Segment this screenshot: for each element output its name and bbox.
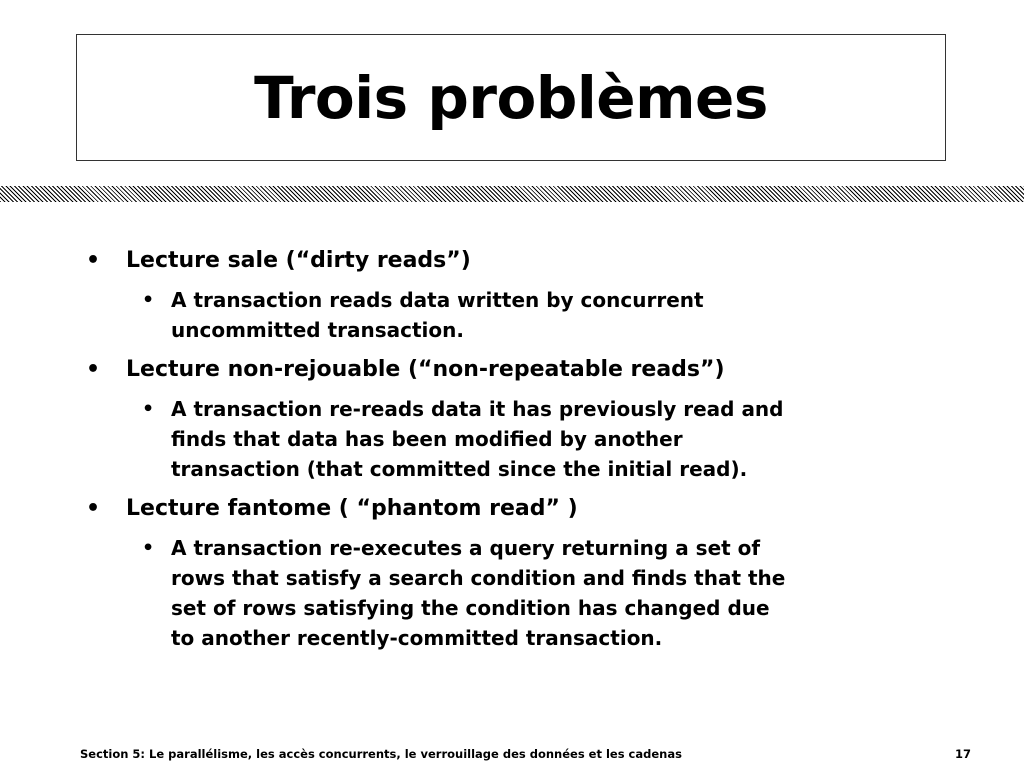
detail-line: set of rows satisfying the condition has changed due xyxy=(171,596,770,620)
detail-line: finds that data has been modified by another xyxy=(171,427,683,451)
detail-line: A transaction re-reads data it has previously read and xyxy=(171,397,784,421)
bullet-heading-dirty-reads: Lecture sale (“dirty reads”) xyxy=(126,248,471,273)
footer-section-title: Section 5: Le parallélisme, les accès concurrents, le verrouillage des données et les cadenas xyxy=(80,747,682,761)
bullet-dot: • xyxy=(86,357,101,382)
detail-non-repeatable-reads xyxy=(171,394,961,484)
detail-line: A transaction reads data written by concurrent xyxy=(171,288,704,312)
bullet-dot: • xyxy=(86,248,101,273)
detail-line: rows that satisfy a search condition and finds that the xyxy=(171,566,786,590)
sub-bullet-dot: • xyxy=(142,537,155,559)
slide-title: Trois problèmes xyxy=(254,63,768,132)
bullet-heading-phantom-read: Lecture fantome ( “phantom read” ) xyxy=(126,496,578,521)
bullet-heading-non-repeatable-reads: Lecture non-rejouable (“non-repeatable reads”) xyxy=(126,357,725,382)
hatched-divider xyxy=(0,186,1024,202)
detail-line: transaction (that committed since the initial read). xyxy=(171,457,748,481)
title-box xyxy=(76,34,946,161)
detail-dirty-reads xyxy=(171,285,961,345)
detail-phantom-read xyxy=(171,533,961,653)
sub-bullet-dot: • xyxy=(142,398,155,420)
detail-line: A transaction re-executes a query returning a set of xyxy=(171,536,761,560)
detail-line: uncommitted transaction. xyxy=(171,318,464,342)
detail-line: to another recently-committed transaction. xyxy=(171,626,663,650)
bullet-dot: • xyxy=(86,496,101,521)
footer-page-number: 17 xyxy=(955,747,972,761)
sub-bullet-dot: • xyxy=(142,289,155,311)
